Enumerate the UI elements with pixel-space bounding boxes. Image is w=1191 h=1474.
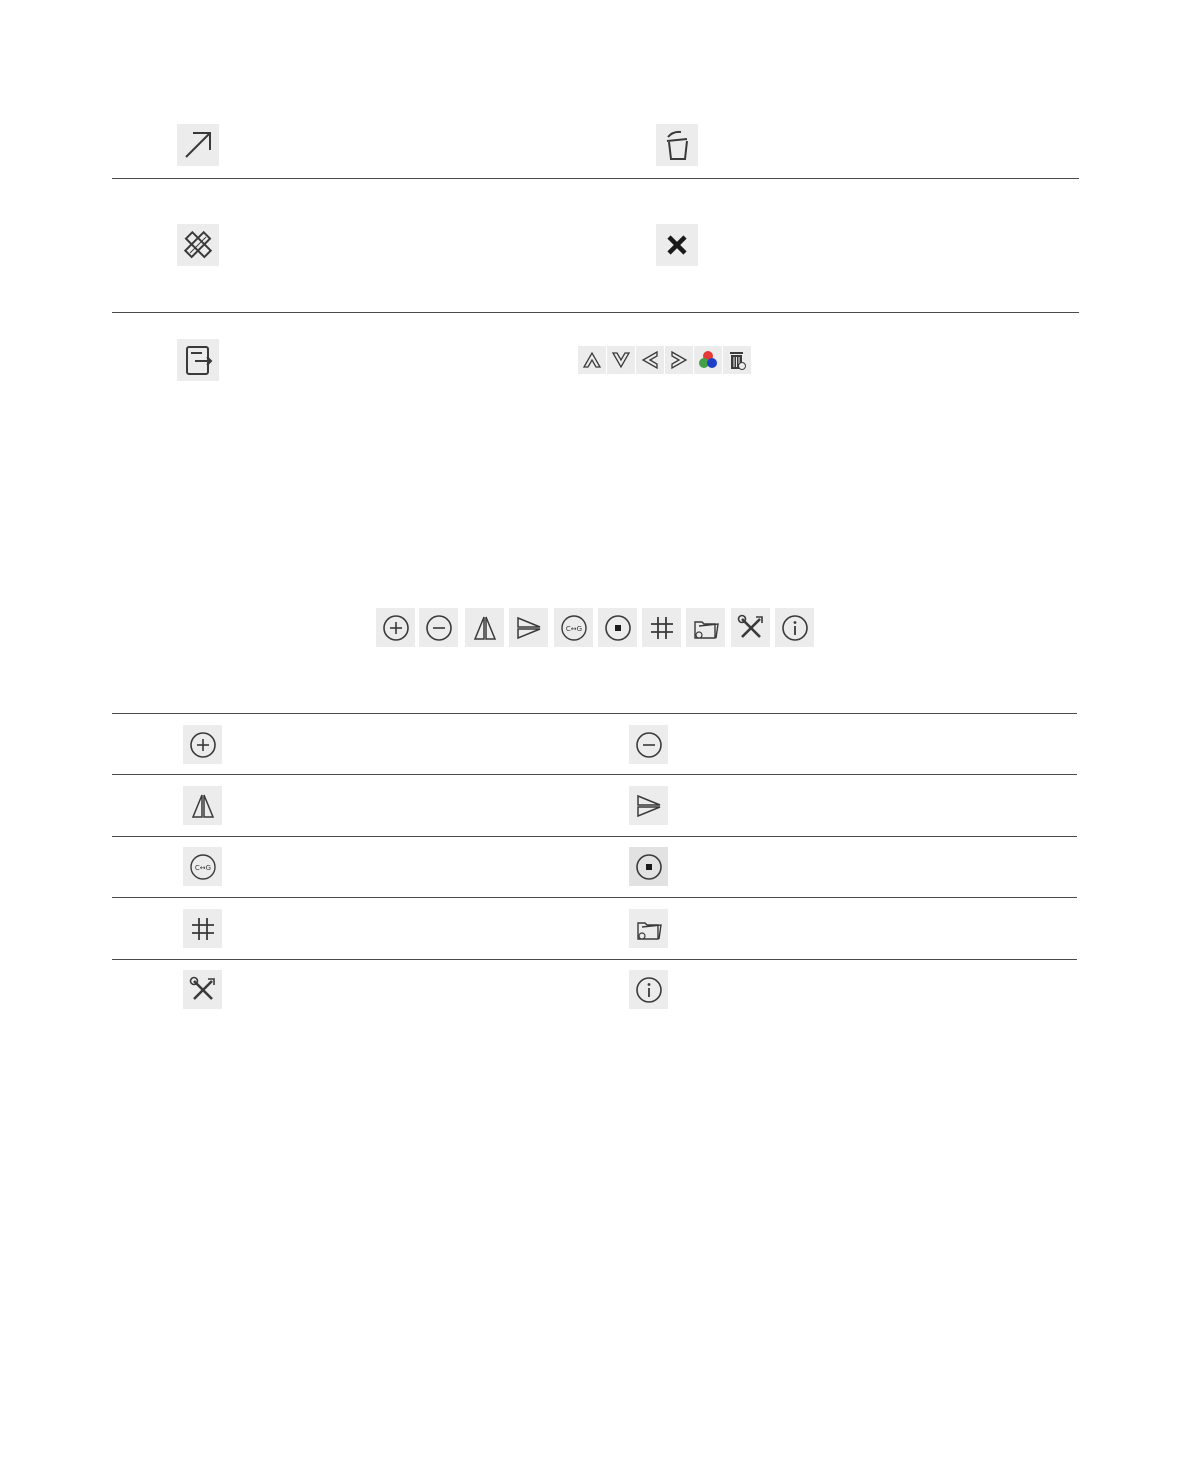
row-divider: [112, 178, 1079, 179]
delete-icon[interactable]: [723, 346, 751, 374]
flip-horizontal-icon[interactable]: [509, 608, 548, 647]
arrow-up-right-icon[interactable]: [177, 124, 219, 166]
row-divider: [112, 713, 1077, 714]
open-folder-icon[interactable]: [686, 608, 725, 647]
move-down-icon[interactable]: [607, 346, 635, 374]
grid-icon[interactable]: [642, 608, 681, 647]
svg-text:C↔G: C↔G: [194, 863, 211, 872]
zoom-in-icon[interactable]: [376, 608, 415, 647]
zoom-in-icon[interactable]: [183, 725, 222, 764]
row-divider: [112, 836, 1077, 837]
info-icon[interactable]: [629, 970, 668, 1009]
flip-vertical-icon[interactable]: [183, 786, 222, 825]
row-divider: [112, 312, 1079, 313]
row-divider: [112, 897, 1077, 898]
center-icon[interactable]: [598, 608, 637, 647]
move-left-icon[interactable]: [636, 346, 664, 374]
row-divider: [112, 959, 1077, 960]
tools-icon[interactable]: [183, 970, 222, 1009]
tools-icon[interactable]: [731, 608, 770, 647]
svg-text:C↔G: C↔G: [565, 624, 582, 633]
ruler-pencil-crossed-icon[interactable]: [177, 224, 219, 266]
flip-vertical-icon[interactable]: [465, 608, 504, 647]
row-divider: [112, 774, 1077, 775]
move-up-icon[interactable]: [578, 346, 606, 374]
info-icon[interactable]: [775, 608, 814, 647]
center-icon[interactable]: [629, 847, 668, 886]
measure-icon[interactable]: [183, 847, 222, 886]
trash-bin-icon[interactable]: [656, 124, 698, 166]
zoom-out-icon[interactable]: [629, 725, 668, 764]
close-x-icon[interactable]: [656, 224, 698, 266]
grid-icon[interactable]: [183, 909, 222, 948]
move-right-icon[interactable]: [665, 346, 693, 374]
measure-icon[interactable]: [554, 608, 593, 647]
row-action-toolbar: [578, 346, 751, 374]
color-picker-icon[interactable]: [694, 346, 722, 374]
export-file-icon[interactable]: [177, 339, 219, 381]
flip-horizontal-icon[interactable]: [629, 786, 668, 825]
zoom-out-icon[interactable]: [419, 608, 458, 647]
open-folder-icon[interactable]: [629, 909, 668, 948]
